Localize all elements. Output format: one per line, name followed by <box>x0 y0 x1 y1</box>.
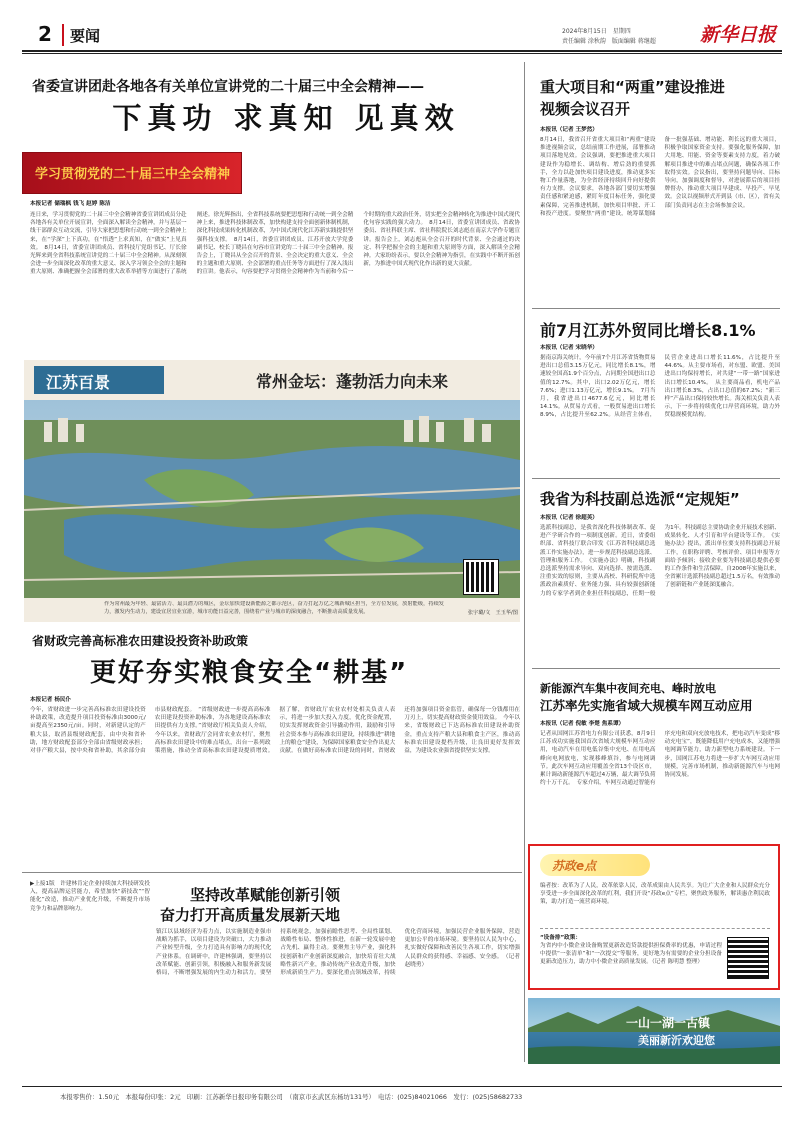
section-rule <box>22 872 522 873</box>
masthead-rule <box>22 50 782 52</box>
service-qr-code[interactable] <box>728 938 768 978</box>
series-tag <box>34 366 164 394</box>
rule-trade <box>532 478 780 479</box>
ev-headline-1: 新能源汽车集中夜间充电、峰时放电 <box>540 682 716 695</box>
bottom-headline-2: 奋力打开高质量发展新天地 <box>160 906 341 924</box>
photo-feature <box>24 360 520 622</box>
rule-tech <box>532 668 780 669</box>
bottom-body: 镇江以县域经济为着力点，以实施制造业强市战略为抓手，以项目建设为突破口，大力推动产业转型升级，全力打造具有影响力的现代化产业体系。在调研中，许建林强调，要坚持以改革赋能、创新引领，积极融入和服务新发展格局，不断增强发展的内生动力和活力。要坚持系统观念，加强前瞻性思考、全局性谋划、战略性布局、整体性推进，在新一轮发展中抢占先机、赢得主动。要聚焦主导产业，强化科技创新和产业创新深度融合，加快培育壮大战略性新兴产业，推动传统产业改造升级，加快形成新质生产力。要深化重点领域改革，持续优化营商环境，加强民营企业服务保障，营造更加公平的市场环境。要坚持以人民为中心，扎实做好保障和改善民生各项工作，切实增强人民群众的获得感、幸福感、安全感。 （记者 赵晓勇） <box>156 929 520 977</box>
service-logo <box>540 854 650 876</box>
ev-body: 记者从国网江苏省电力有限公司获悉，8月9日江苏成功实施我国首次省域大规模车网互动应用，电动汽车在用电低谷集中充电、在用电高峰向电网放电，实现移峰填谷，参与电网调节。此次车网互动应用覆盖全省13个设区市，累计调动新能源汽车超过4万辆，最大调节负荷约十万千瓦。 专家介绍，车网互动通过智能有序充电和双向充放电技术，把电动汽车变成“移动充电宝”，既能降低用户充电成本，又能增强电网调节能力，助力新型电力系统建设。下一步，国网江苏电力将进一步扩大车网互动应用规模，完善市场机制，推动新能源汽车与电网协同发展。 <box>540 731 780 787</box>
service-box[interactable] <box>528 844 780 990</box>
lead-body: 连日来，学习贯彻党的二十届三中全会精神省委宣讲团成员分赴各地各有关单位开展宣讲，全面深入解读全会精神，并与基层一线干部群众互动交流，引导大家把思想和行动统一到全会精神上来，在“学深”上下真功，在“悟透”上求真知，在“做实”上见真效。 8月14日，省委宣讲团成员、省科技厅党组书记、厅长徐光辉来到全省科技系统宣讲党的二十届三中全会精神。从深刻领会进一步全面深化改革的重大意义、深入学习领会全会的主题和重大原则、准确把握全会部署的重大改革举措等方面进行了系统阐述。徐光辉指出，全省科技系统要把思想和行动统一到全会精神上来，推进科技体制改革，加快构建支持全面创新体制机制，深化科技成果转化机制改革，为中国式现代化江苏新实践提供坚强科技支撑。 8月14日，省委宣讲团成员、江苏开放大学党委副书记、校长丁晓昌在句容市宣讲党的二十届三中全会精神。报告会上，丁晓昌从全会召开的背景、全会决定的重大意义、全会的主题和重大原则、全会部署的重点任务等方面进行了深入浅出的宣讲。他表示，句容要把学习贯彻全会精神作为当前和今后一个时期的重大政治任务，切实把全会精神转化为推进中国式现代化句容实践的强大动力。 8月14日，省委宣讲团成员、省政协委员、省社科联主席、省社科院院长刘志彪在南京大学作专题宣讲。报告会上，刘志彪从全会召开的时代背景、全会通过的决定、科学把握全会的主题和重大原则等方面，深入解读全会精神。大家纷纷表示，要以全会精神为指引，在实践中不断开拓创新，为推进中国式现代化作出新的更大贡献。 <box>30 212 520 276</box>
service-logo-text: 苏政e点 <box>552 859 597 873</box>
projects-body: 8月14日，我省召开省重大项目和“两重”建设推进视频会议，总结前期工作进展，部署推动项目落地见效。会议强调，要把推进重大项目建设作为稳增长、调结构、增后劲的重要抓手，全力以赴加快项目建设进度，推动更多实物工作量落地，为全省经济持续回升向好提供有力支撑。会议要求，各地各部门要切实增强责任感和紧迫感，紧盯年度目标任务，强化要素保障，完善推进机制，加快项目审批、开工和投产进度。要聚焦“两重”建设，统筹谋划储备一批强基础、增功能、利长远的重大项目，积极争取国家资金支持。要强化服务保障，加大用地、用能、资金等要素支持力度，着力破解项目推进中的难点堵点问题，确保各项工作取得实效。会议指出，要坚持问题导向、目标导向，加强调度和督导，对进展滞后的项目挂牌督办，推动重大项目早建成、早投产、早见效。会议以视频形式开到县（市、区），省有关部门负责同志在主会场参加会议。 <box>540 137 780 217</box>
page-number: 2 <box>38 22 52 46</box>
farmland-body: 今年，省财政进一步完善高标准农田建设投资补助政策，改造提升项目投资标准由3000元/亩提高至2350元/亩。同时，对新建认定的产粮大县，取消县级财政配套，由中央和省补助，地方财政配套部分全部由省级财政承担；对非产粮大县，按中央和省补助，其余部分由市县财政配套。 “省级财政进一步提高高标准农田建设投资补助标准，为各地建设高标准农田提供有力支撑。”省财政厅相关负责人介绍，今年以来，省财政厅会同省农业农村厅，聚焦高标准农田建设中的难点堵点，出台一系列政策措施，推动全省高标准农田建设提质增效。 据了解，省财政厅农业农村处相关负责人表示，将进一步加大投入力度，优化资金配置，切实发挥财政资金引导撬动作用，鼓励和引导社会资本参与高标准农田建设，持续推进“耕地上的粮仓”建设，为保障国家粮食安全作出更大贡献。在做好高标准农田建设的同时，省财政还将加强项目资金监管，确保每一分钱都用在刀刃上，切实提高财政资金使用效益。 今年以来，省级财政已下达高标准农田建设补助资金，重点支持产粮大县和粮食主产区，推动高标准农田建设提档升级，让良田更好发挥效益，为建设农业强省提供坚实支撑。 <box>30 707 520 755</box>
tech-headline: 我省为科技副总选派“定规矩” <box>540 490 740 508</box>
service-divider <box>540 928 770 929</box>
masthead-editors: 责任编辑 涂秋韵 版面编辑 蒋继超 <box>562 38 656 45</box>
banner-text: 学习贯彻党的二十届三中全会精神 <box>35 167 231 182</box>
tech-body: 选派科技副总，是我省深化科技体制改革、促进产学研合作的一项制度创新。近日，省委组织部、省科技厅联合印发《江苏省科技副总选派工作实施办法》，进一步规范科技副总选派、管理和服务工作。 《实施办法》明确，科技副总选派坚持需求导向、双向选择、按需选派、注重实效的原则，主要从高校、科研院所中选派政治素质好、业务能力强、具有较强创新能力的专家学者到企业担任科技副总，任期一般为1年。科技副总主要协助企业开展技术创新、成果转化、人才引育和平台建设等工作。 《实施办法》提出，派出单位要支持科技副总开展工作，在职称评聘、考核评价、项目申报等方面给予倾斜；接收企业要为科技副总提供必要的工作条件和生活保障。自2008年实施以来，全省累计选派科技副总超过1.5万名，有效推动了创新链和产业链深度融合。 <box>540 525 780 597</box>
service-editor-note: 编者按：改革为了人民，改革依靠人民，改革成果由人民共享。为让广大企业和人民群众充分享受进一步全面深化改革的红利，我们开设“苏政e点”专栏，聚焦政务服务，解读惠企利民政策，助力打造一流营商环境。 <box>540 883 770 906</box>
masthead-divider <box>62 24 64 46</box>
lead-kicker: 省委宣讲团赴各地各有关单位宣讲党的二十届三中全会精神—— <box>32 79 424 95</box>
lead-headline: 下真功 求真知 见真效 <box>112 101 460 135</box>
tourism-ad[interactable] <box>528 998 780 1064</box>
lead-banner <box>22 152 242 194</box>
section-title: 要闻 <box>70 27 101 45</box>
service-item-title: “设备排”政策： <box>540 935 581 941</box>
lead-byline: 本报记者 储瑞枫 钱飞 赵婷 陈洁 <box>30 201 111 207</box>
bottom-preamble: ▶上接1版 许建林肯定企业持续加大科技研发投入，提高品牌运营能力，希望加快“新技改”“智能化”改造，推动产业优化升级，不断提升市场竞争力和品牌影响力。 <box>30 881 150 912</box>
ev-headline-2: 江苏率先实施省域大规模车网互动应用 <box>540 698 753 713</box>
farmland-kicker: 省财政完善高标准农田建设投资补助政策 <box>32 634 249 648</box>
masthead <box>22 20 782 50</box>
photo-caption: 作为常州最为年轻、最富活力、最具潜力的城区，金坛加快建设新能源之都示范区，奋力打起万亿之城新城区担当，全方位发展，放射能级，持续发力，激发内生动力，建设宜居宜业宜游，城市功能日益完善，围绕着产业与城市的深度融合，不断推动高质量发展。 <box>104 601 444 615</box>
footer-text: 本报零售价：1.50元 本报每份印张：2元 印刷：江苏新华日报印务有限公司 （南京市玄武区东杨坊131号） 电话：(025)84021066 发行：(025)58682733 <box>60 1093 523 1101</box>
ad-title-2: 美丽新沂欢迎您 <box>638 1034 715 1047</box>
paper-logo: 新华日报 <box>700 24 777 46</box>
bottom-headline-1: 坚持改革赋能创新引领 <box>190 886 341 904</box>
service-item-body: 为省内中小微企业设备购置更新改造贷款提供担保费率的优惠，申请过程中提供“一张清单”和“一次提交”等服务，更好地为有需要的企业分担设备更新改造压力，助力中小微企业高质量发展。（记者 陈明慧 整理） <box>540 943 722 966</box>
farmland-byline: 本报记者 杨民仆 <box>30 697 72 703</box>
projects-headline-2: 视频会议召开 <box>540 100 631 118</box>
photo-headline: 常州金坛：蓬勃活力向未来 <box>256 372 449 391</box>
photo-credit: 张宇璐/文 王玉华/图 <box>467 610 518 616</box>
masthead-rule-thin <box>22 53 782 54</box>
aerial-photo <box>24 400 520 598</box>
masthead-date: 2024年8月15日 星期四 <box>562 28 631 35</box>
footer-rule <box>22 1086 782 1087</box>
trade-byline: 本报讯（记者 宋晓华） <box>540 345 598 351</box>
column-divider <box>524 62 525 1062</box>
qr-code[interactable] <box>464 560 498 594</box>
ev-byline: 本报讯（记者 倪敏 李楚 焦系谭） <box>540 721 625 727</box>
farmland-headline: 更好夯实粮食安全“耕基” <box>90 658 409 688</box>
trade-headline: 前7月江苏外贸同比增长8.1% <box>540 321 756 340</box>
trade-body: 据南京海关统计，今年前7个月江苏省货物贸易进出口总值3.15万亿元，同比增长8.1%，增速较全国高1.9个百分点，占同期全国进出口总值的12.7%。其中，出口2.02万亿元，增长7.6%；进口1.13万亿元，增长9.1%。 7月当月，我省进出口4677.6亿元，同比增长14.1%。从贸易方式看，一般贸易进出口增长8.9%，占比提升至62.2%。从经营主体看，民营企业进出口增长11.6%，占比提升至44.6%。从主要市场看，对东盟、欧盟、美国进出口均保持增长，对共建“一带一路”国家进出口增长10.4%。 从主要商品看，机电产品出口增长8.3%，占出口总值的67.2%；“新三样”产品出口保持较快增长。海关相关负责人表示，下一步将持续优化口岸营商环境，助力外贸稳规模优结构。 <box>540 355 780 419</box>
projects-headline-1: 重大项目和“两重”建设推进 <box>540 78 725 96</box>
tech-byline: 本报讯（记者 徐超英） <box>540 515 598 521</box>
series-tag-label: 江苏百景 <box>46 373 111 392</box>
rule-projects <box>532 308 780 309</box>
ad-landscape <box>528 998 780 1064</box>
ad-title-1: 一山一湖一古镇 <box>626 1016 711 1030</box>
projects-byline: 本报讯（记者 王梦然） <box>540 127 598 133</box>
